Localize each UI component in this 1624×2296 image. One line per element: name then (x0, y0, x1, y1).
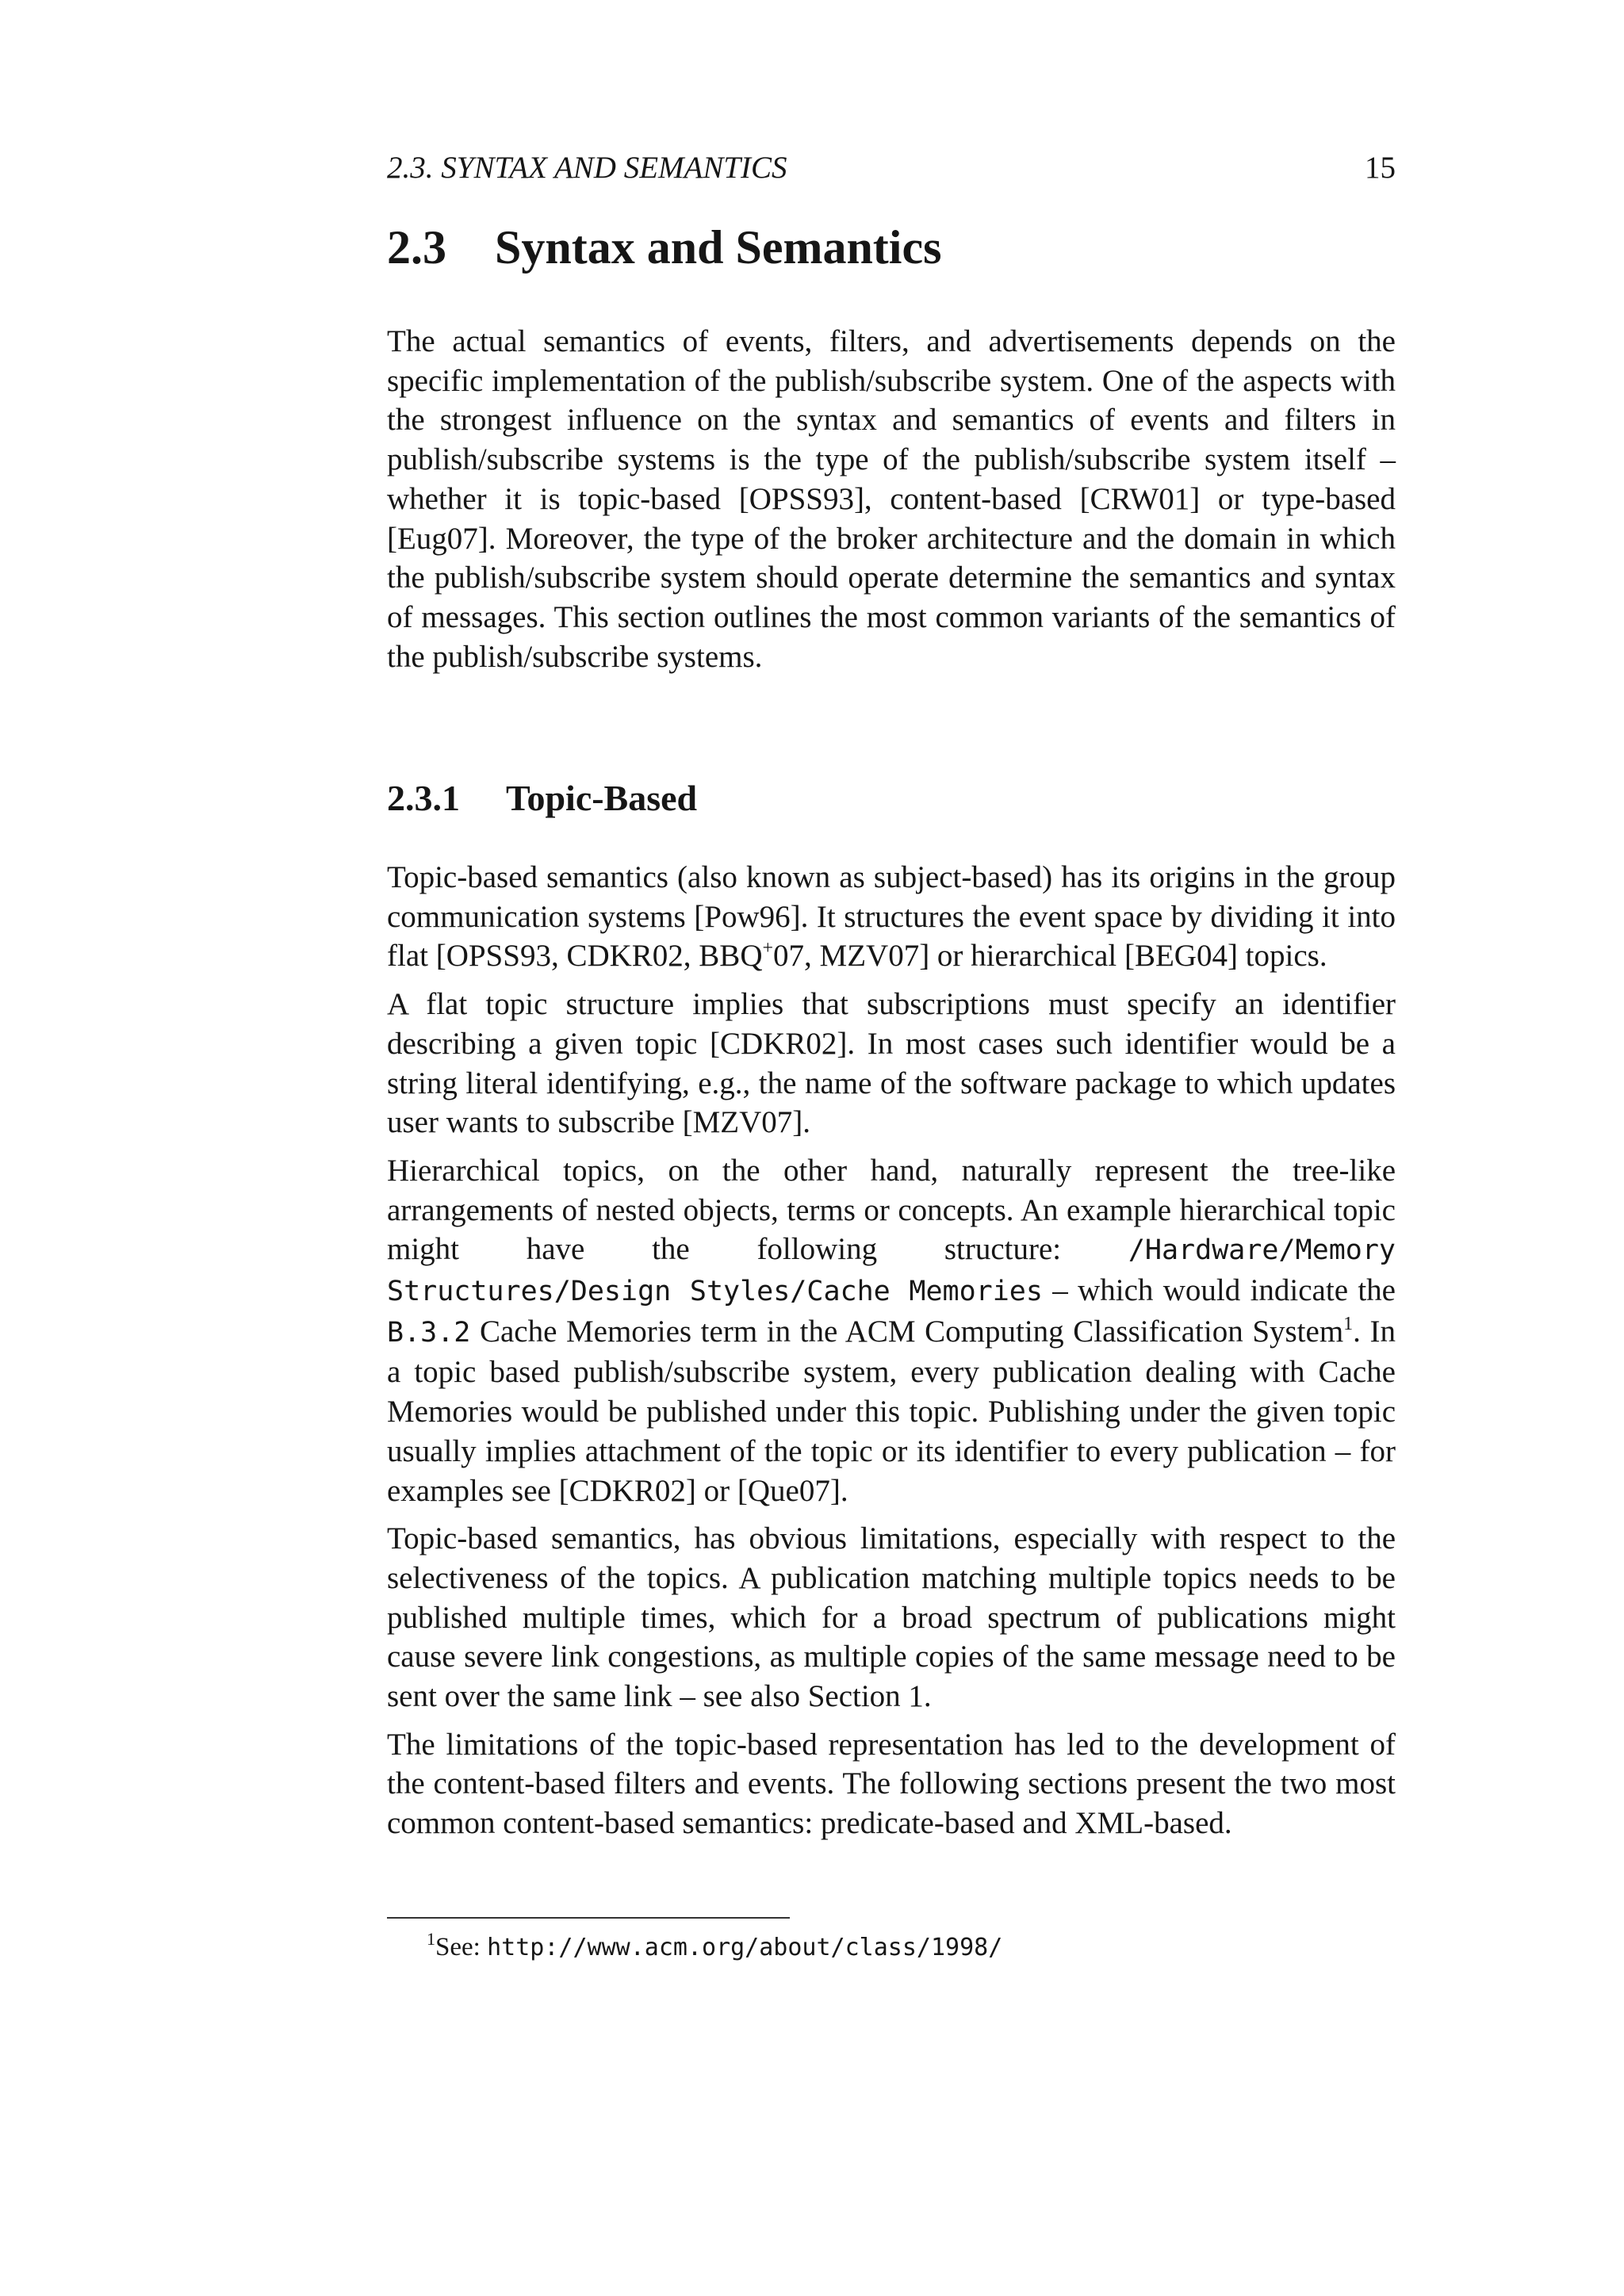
code-class-id: B.3.2 (387, 1316, 471, 1349)
paragraph-hierarchical-topics (387, 1151, 1396, 1510)
footnote-url[interactable]: http://www.acm.org/about/class/1998/ (487, 1934, 1003, 1961)
topic-based-body (387, 858, 1396, 1843)
running-head-title: 2.3. SYNTAX AND SEMANTICS (387, 151, 787, 185)
section-heading (387, 216, 941, 279)
superscript-plus: + (762, 938, 774, 959)
section-number: 2.3 (387, 221, 446, 274)
footnote-mark: 1 (427, 1929, 435, 1949)
section-title: Syntax and Semantics (495, 221, 942, 274)
paragraph-content-based: The limitations of the topic-based representation has led to the development of the content-based filters and events. The following sections present the two most common content-based semantics: predicate-based and XML-based. (387, 1727, 1396, 1841)
footnote-rule (387, 1917, 790, 1919)
paragraph-flat-topics: A flat topic structure implies that subscriptions must specify an identifier describing a given topic [CDKR02]. In most cases such identifier would be a string literal identifying, e.g., the name of the software package to which updates user wants to subscribe [MZV07]. (387, 987, 1396, 1140)
subsection-heading (387, 772, 697, 825)
paragraph-origins-text-a: Topic-based semantics (also known as subject-based) has its origins in the group communication systems [Pow96]. It structures the event space by dividing it into flat [OPSS93, CDKR02, BBQ (387, 860, 1396, 974)
paragraph-origins (387, 858, 1396, 976)
paragraph-limitations: Topic-based semantics, has obvious limitations, especially with respect to the selectiveness of the topics. A publication matching multiple topics needs to be published multiple times, which for a broad spectrum of publications might cause severe link congestions, as multiple copies of the same message need to be sent over the same link – see also Section 1. (387, 1521, 1396, 1714)
subsection-title: Topic-Based (506, 778, 698, 818)
running-head (387, 147, 1396, 189)
paragraph-origins-text-b: 07, MZV07] or hierarchical [BEG04] topics. (773, 939, 1327, 974)
intro-paragraph: The actual semantics of events, filters, and advertisements depends on the specific implementation of the publish/subscribe system. One of the aspects with the strongest influence on the syntax and semantics of events and filters in publish/subscribe systems is the type of the publish/subscribe system itself – whether it is topic-based [OPSS93], content-based [CRW01] or type-based [Eug07]. Moreover, the type of the broker architecture and the domain in which the publish/subscribe system should operate determine the semantics and syntax of messages. This section outlines the most common variants of the semantics of the publish/subscribe systems. (387, 324, 1396, 674)
footnote-label: See: (435, 1933, 488, 1961)
page-number: 15 (1365, 151, 1396, 185)
hierarchical-text-b: – which would indicate the (1042, 1273, 1396, 1308)
hierarchical-text-d: . In a topic based publish/subscribe system, every publication dealing with Cache Memories would be published under this topic. Publishing under the given topic usually implies attachment of the topic or its identifier to every publication – for examples see [CDKR02] or [Que07]. (387, 1314, 1396, 1508)
hierarchical-text-c: Cache Memories term in the ACM Computing Classification System (470, 1314, 1344, 1349)
footnote (427, 1930, 1002, 1965)
hierarchical-text-a: Hierarchical topics, on the other hand, naturally represent the tree-like arrangements of nested objects, terms or concepts. An example hierarchical topic might have the following structure: (387, 1153, 1396, 1267)
section-intro (387, 322, 1396, 676)
subsection-number: 2.3.1 (387, 778, 460, 818)
code-topic-path: /Hardware/Memory Structures/Design Styles/Cache Memories (387, 1234, 1396, 1308)
footnote-reference[interactable]: 1 (1343, 1313, 1354, 1334)
